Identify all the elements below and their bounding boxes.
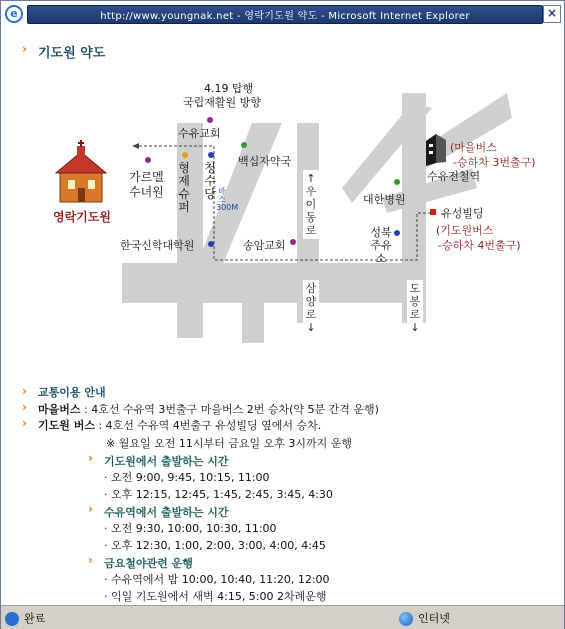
prayer-arrow-icon: › <box>22 416 27 430</box>
cheongsu-marker <box>208 152 214 158</box>
ie-logo-icon: e <box>5 5 23 23</box>
seminary-label: 한국신학대학원 <box>120 239 195 252</box>
from-prayer-pm: · 오후 12:15, 12:45, 1:45, 2:45, 3:45, 4:30 <box>104 488 333 501</box>
map-heading: 기도원 약도 <box>38 46 106 61</box>
seminary-marker <box>208 241 214 247</box>
page-done-icon <box>5 612 19 626</box>
baekship-label: 백십자약국 <box>238 155 292 168</box>
status-zone <box>399 610 450 626</box>
prayer-text: : 4호선 수유역 4번출구 유성빌딩 옆에서 승차. <box>94 419 322 432</box>
heading-arrow-icon: › <box>22 42 27 56</box>
transport-heading: 교통이용 안내 <box>38 386 106 399</box>
prayer-bus-label-1: (기도원버스 <box>436 224 494 237</box>
status-bar <box>1 605 564 629</box>
carmel-label-1: 가르멜 <box>129 170 164 184</box>
direction-label-2: 국립재활원 방향 <box>183 96 261 109</box>
from-station-arrow-icon: › <box>88 502 93 516</box>
status-left <box>5 610 45 626</box>
brothers-marker <box>182 152 188 158</box>
from-prayer-arrow-icon: › <box>88 451 93 465</box>
prayer-row <box>38 417 321 433</box>
seongbuk-label: 성북주유소 <box>370 226 392 265</box>
logo-label: 영락기도원 <box>53 210 111 224</box>
friday-title: 금요철야관련 운행 <box>104 557 193 570</box>
songam-marker <box>290 239 296 245</box>
songam-label: 송암교회 <box>243 239 286 252</box>
page-content <box>2 28 563 604</box>
map-area <box>2 28 563 383</box>
from-station-title: 수유역에서 출발하는 시간 <box>104 506 229 519</box>
station-building-icon <box>426 134 446 166</box>
close-button[interactable]: × <box>543 5 561 23</box>
from-prayer-title: 기도원에서 출발하는 시간 <box>104 455 229 468</box>
direction-label-1: 4.19 탑행 <box>204 82 254 95</box>
baekship-marker <box>241 142 247 148</box>
samyang-road-label: 삼양로↓ <box>303 280 319 336</box>
from-prayer-am: · 오전 9:00, 9:45, 10:15, 11:00 <box>104 471 270 484</box>
uidong-road-label: ↑우이동로 <box>303 170 319 239</box>
yuseong-building-label: 유성빌딩 <box>441 207 484 220</box>
sooyu-church-marker <box>207 117 213 123</box>
maeul-text: : 4호선 수유역 3번출구 마을버스 2번 승차(약 5분 간격 운행) <box>80 403 379 416</box>
daehan-hospital-label: 대한병원 <box>363 193 406 206</box>
operation-note: ※ 월요일 오전 11시부터 금요일 오후 3시까지 운행 <box>106 437 352 450</box>
carmel-marker <box>145 157 151 163</box>
bus-distance-label: 바스300M <box>216 187 239 212</box>
sooyu-station-label: 수유전철역 <box>427 170 481 183</box>
carmel-label-2: 수녀원 <box>129 185 164 199</box>
status-text: 완료 <box>24 612 46 625</box>
yuseong-marker <box>430 209 436 215</box>
prayer-bus-label-2: -승하차 4번출구) <box>438 239 521 252</box>
friday-line-1: · 수유역에서 밤 10:00, 10:40, 11:20, 12:00 <box>104 573 330 586</box>
title-bar <box>1 1 564 27</box>
maeul-row <box>38 401 379 417</box>
transport-arrow-icon: › <box>22 384 27 398</box>
cheongsu-store-label: 청수당 <box>204 161 216 201</box>
from-station-am: · 오전 9:30, 10:00, 10:30, 11:00 <box>104 522 277 535</box>
internet-zone-icon <box>399 612 413 626</box>
window-title: http://www.youngnak.net - 영락기도원 약도 - Microsoft Internet Explorer <box>100 11 470 22</box>
sooyu-church-label: 수유교회 <box>178 127 221 140</box>
daehan-marker <box>394 179 400 185</box>
brothers-pharmacy-label: 형제슈퍼 <box>178 161 190 214</box>
maeul-bus-label-1: (마을버스 <box>450 141 497 154</box>
church-logo-icon <box>56 140 106 202</box>
prayer-label: 기도원 버스 <box>38 419 95 432</box>
maeul-bus-label-2: -승하차 3번출구) <box>453 156 536 169</box>
seongbuk-marker <box>394 230 400 236</box>
title-strip <box>27 5 543 24</box>
from-station-pm: · 오후 12:30, 1:00, 2:00, 3:00, 4:00, 4:45 <box>104 539 326 552</box>
maeul-arrow-icon: › <box>22 400 27 414</box>
dobong-road-label: 도봉로↓ <box>407 280 423 336</box>
zone-text: 인터넷 <box>418 612 450 625</box>
friday-arrow-icon: › <box>88 553 93 567</box>
route-arrow-icon <box>132 143 139 149</box>
maeul-label: 마을버스 <box>38 403 81 416</box>
friday-line-2: · 익일 기도원에서 새벽 4:15, 5:00 2차례운행 <box>104 590 327 603</box>
